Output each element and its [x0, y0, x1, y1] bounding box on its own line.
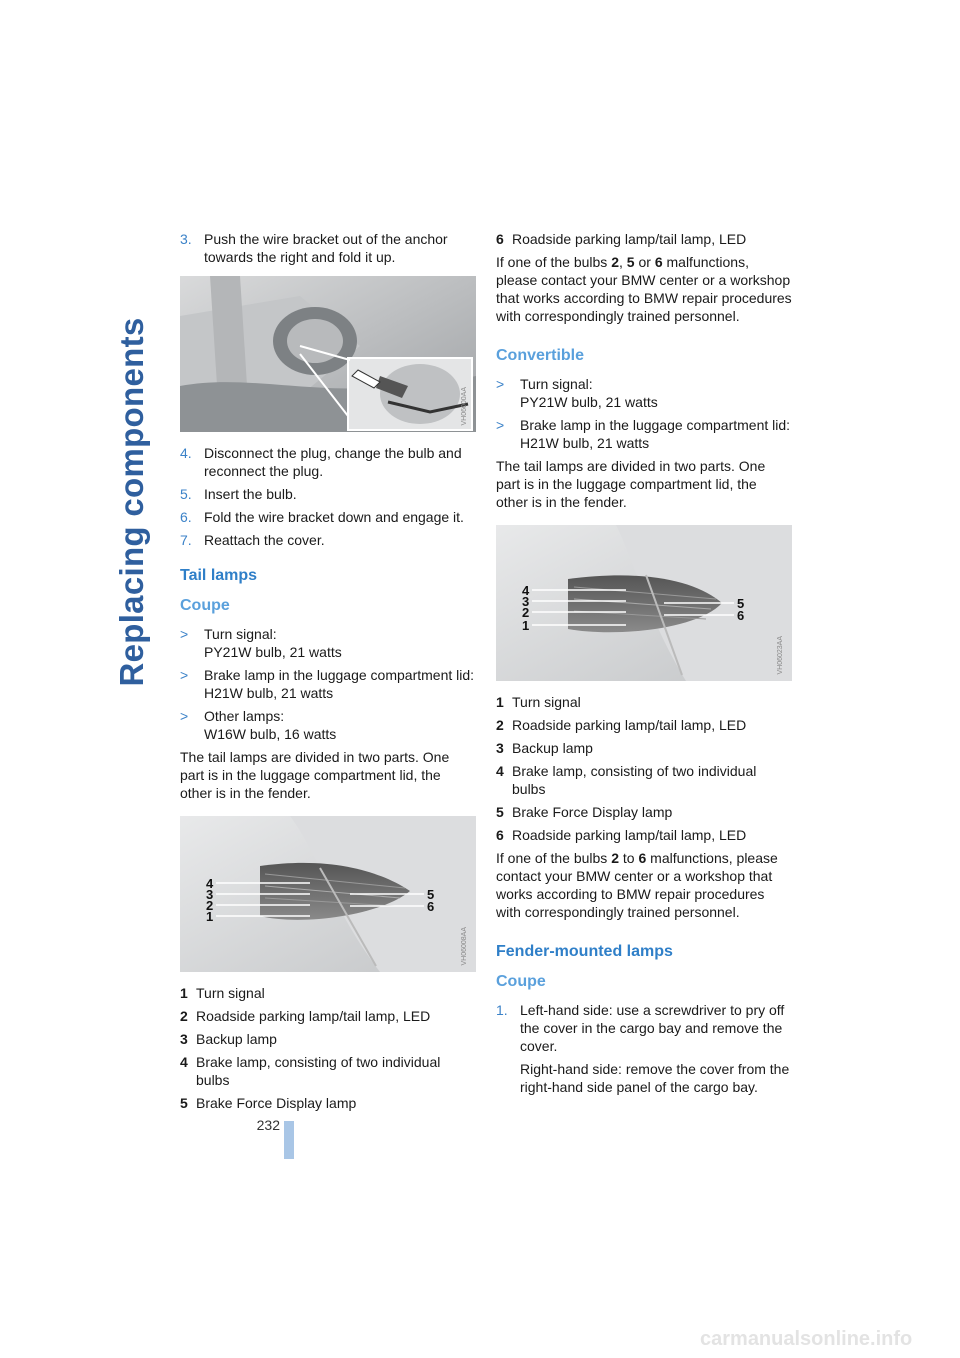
figure-code: VH06008AA	[461, 927, 468, 966]
callout-6: 6	[427, 899, 435, 914]
step-7: 7. Reattach the cover.	[180, 532, 325, 548]
watermark: carmanualsonline.info	[700, 1328, 913, 1350]
wire-bracket-figure	[180, 276, 476, 432]
legend-item-6: 6 Roadside parking lamp/tail lamp, LED	[496, 231, 747, 247]
callout-6: 6	[737, 608, 745, 623]
step-1-continued: Right-hand side: remove the cover from the right-hand side panel of the cargo bay.	[520, 1061, 790, 1095]
convertible-tail-lamp-figure	[496, 525, 792, 681]
heading-convertible: Convertible	[496, 347, 585, 364]
heading-coupe: Coupe	[496, 973, 546, 990]
paragraph-tail-lamps: The tail lamps are divided in two parts. One part is in the luggage compartment lid, the other is in the fender.	[496, 458, 766, 510]
page-marker-bar	[284, 1121, 294, 1159]
convertible-tail-lamp-illustration	[496, 525, 792, 681]
bullet-turn-signal: > Turn signal: PY21W bulb, 21 watts	[180, 626, 342, 660]
step-5: 5. Insert the bulb.	[180, 486, 297, 502]
callout-4: 4	[522, 583, 530, 598]
wire-bracket-illustration	[180, 276, 476, 432]
bullet-turn-signal: > Turn signal: PY21W bulb, 21 watts	[496, 376, 658, 410]
callout-3: 3	[522, 594, 530, 609]
bullet-brake-lamp: > Brake lamp in the luggage compartment lid: H21W bulb, 21 watts	[180, 667, 475, 701]
heading-fender-mounted-lamps: Fender-mounted lamps	[496, 943, 673, 960]
callout-3: 3	[206, 887, 214, 902]
callout-4: 4	[206, 876, 214, 891]
figure-code: VH06023AA	[777, 636, 784, 675]
legend-item-3: 3 Backup lamp	[496, 740, 593, 756]
bullet-other-lamps: > Other lamps: W16W bulb, 16 watts	[180, 708, 337, 742]
bullet-brake-lamp: > Brake lamp in the luggage compartment lid: H21W bulb, 21 watts	[496, 417, 791, 451]
callout-2: 2	[206, 898, 214, 913]
callout-1: 1	[522, 618, 530, 633]
coupe-tail-lamp-figure	[180, 816, 476, 972]
figure-code: VH06000AA	[461, 387, 468, 426]
legend-item-1: 1 Turn signal	[180, 985, 265, 1001]
paragraph-contact-1: If one of the bulbs 2, 5 or 6 malfunctions, please contact your BMW center or a workshop that works according to BMW repair procedures with correspondingly trained personnel.	[496, 254, 792, 324]
heading-tail-lamps: Tail lamps	[180, 567, 258, 584]
legend-item-6: 6 Roadside parking lamp/tail lamp, LED	[496, 827, 747, 843]
right-column	[496, 230, 792, 1101]
legend-item-2: 2 Roadside parking lamp/tail lamp, LED	[496, 717, 747, 733]
heading-coupe: Coupe	[180, 597, 230, 614]
callout-5: 5	[737, 596, 745, 611]
callout-2: 2	[522, 605, 530, 620]
section-title: Replacing components	[113, 317, 150, 687]
legend-item-1: 1 Turn signal	[496, 694, 581, 710]
step-6: 6. Fold the wire bracket down and engage it.	[180, 509, 464, 525]
left-column	[180, 230, 476, 1117]
callout-5: 5	[427, 887, 435, 902]
legend-item-4: 4 Brake lamp, consisting of two individual bulbs	[180, 1054, 441, 1088]
step-4: 4. Disconnect the plug, change the bulb and reconnect the plug.	[180, 445, 462, 479]
step-1: 1. Left-hand side: use a screwdriver to pry off the cover in the cargo bay and remove the cover.	[496, 1002, 785, 1054]
page-number: 232	[256, 1117, 280, 1133]
step-3: 3. Push the wire bracket out of the anchor towards the right and fold it up.	[180, 231, 448, 265]
legend-item-4: 4 Brake lamp, consisting of two individual bulbs	[496, 763, 757, 797]
legend-item-5: 5 Brake Force Display lamp	[180, 1095, 357, 1111]
paragraph-contact-2: If one of the bulbs 2 to 6 malfunctions, please contact your BMW center or a workshop that works according to BMW repair procedures with correspondingly trained personnel.	[496, 850, 778, 920]
callout-1: 1	[206, 909, 214, 924]
paragraph-tail-lamps: The tail lamps are divided in two parts. One part is in the luggage compartment lid, the other is in the fender.	[180, 749, 450, 801]
coupe-tail-lamp-illustration	[180, 816, 476, 972]
legend-item-5: 5 Brake Force Display lamp	[496, 804, 673, 820]
legend-item-3: 3 Backup lamp	[180, 1031, 277, 1047]
legend-item-2: 2 Roadside parking lamp/tail lamp, LED	[180, 1008, 431, 1024]
